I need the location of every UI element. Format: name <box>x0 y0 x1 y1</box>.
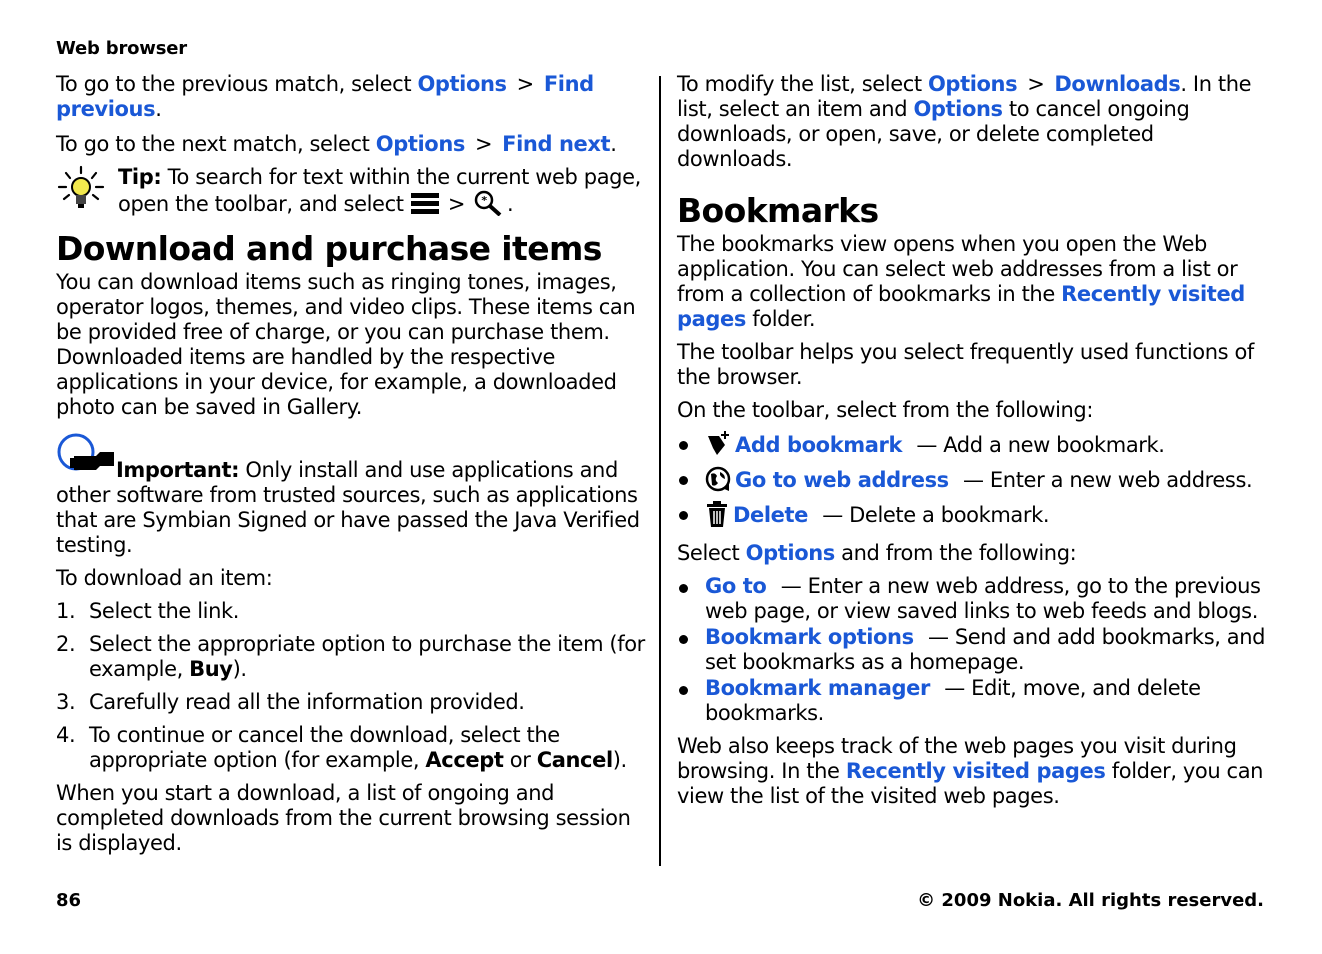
important-label: Important: <box>116 458 240 482</box>
find-icon <box>473 190 503 222</box>
copyright: © 2009 Nokia. All rights reserved. <box>917 890 1264 911</box>
left-column <box>56 72 646 864</box>
modify-list-paragraph: To modify the list, select Options > Downloads. In the list, select an item and Options to cancel ongoing downloads, or open, save, or delete completed downloads. <box>677 72 1252 171</box>
delete-link[interactable]: Delete <box>733 503 808 527</box>
bookmark-options-link[interactable]: Bookmark options <box>705 625 914 649</box>
to-download-text: To download an item: <box>56 566 273 590</box>
svg-text:*: * <box>481 194 487 207</box>
find-next-link[interactable]: Find next <box>502 132 611 156</box>
bookmarks-closing: Web also keeps track of the web pages you visit during browsing. In the Recently visited pages folder, you can view the list of the visited web pages. <box>677 734 1264 808</box>
bookmark-manager-link[interactable]: Bookmark manager <box>705 676 930 700</box>
list-item: Add bookmark — Add a new bookmark. <box>677 431 1269 463</box>
globe-icon <box>705 466 731 498</box>
lightbulb-icon <box>56 165 106 217</box>
important-note: Important: Only install and use applications and other software from trusted sources, such as applications that are Symbian Signed or have passed the Java Verified testing. <box>56 432 646 558</box>
list-item: 3. Carefully read all the information provided. <box>56 690 525 714</box>
toolbar-paragraph: The toolbar helps you select frequently used functions of the browser. <box>677 340 1254 389</box>
bookmarks-heading: Bookmarks <box>677 191 879 230</box>
page-number: 86 <box>56 890 82 911</box>
bookmarks-intro: The bookmarks view opens when you open the Web application. You can select web addresses from a list or from a collection of bookmarks in the Recently visited pages folder. <box>677 232 1245 331</box>
section-header: Web browser <box>56 38 187 59</box>
select-options-text: Select Options and from the following: <box>677 541 1077 565</box>
options-link[interactable]: Options <box>745 541 835 565</box>
go-to-link[interactable]: Go to <box>705 574 767 598</box>
download-heading: Download and purchase items <box>56 229 602 268</box>
options-link[interactable]: Options <box>913 97 1003 121</box>
tip-label: Tip: <box>118 165 162 189</box>
go-to-web-address-link[interactable]: Go to web address <box>735 468 949 492</box>
options-link[interactable]: Options <box>375 132 465 156</box>
tip-note: Tip: To search for text within the current web page, open the toolbar, and select > * . <box>56 165 646 222</box>
list-item: 4. To continue or cancel the download, select the appropriate option (for example, Accept or Cancel). <box>56 723 627 772</box>
options-link[interactable]: Options <box>927 72 1018 96</box>
list-item: 1. Select the link. <box>56 599 240 623</box>
list-item: Bookmark manager — Edit, move, and delete bookmarks. <box>677 676 1269 726</box>
column-divider <box>659 76 661 866</box>
recently-visited-link[interactable]: Recently visited pages <box>845 759 1106 783</box>
find-previous-link[interactable]: Find previous <box>56 72 594 121</box>
trash-icon <box>705 501 729 533</box>
list-item: Go to web address — Enter a new web address. <box>677 466 1269 498</box>
list-item: Bookmark options — Send and add bookmarks, and set bookmarks as a homepage. <box>677 625 1269 675</box>
find-next-paragraph: To go to the next match, select Options > Find next. <box>56 132 617 156</box>
add-bookmark-icon <box>705 431 731 463</box>
options-link[interactable]: Options <box>417 72 507 96</box>
options-list <box>677 574 1269 726</box>
find-previous-paragraph: To go to the previous match, select Options > Find previous. <box>56 72 594 121</box>
add-bookmark-link[interactable]: Add bookmark <box>735 433 903 457</box>
recently-visited-link[interactable]: Recently visited pages <box>677 282 1245 331</box>
download-closing: When you start a download, a list of ongoing and completed downloads from the current browsing session is displayed. <box>56 781 631 855</box>
list-item: Go to — Enter a new web address, go to the previous web page, or view saved links to web feeds and blogs. <box>677 574 1269 624</box>
downloads-link[interactable]: Downloads <box>1054 72 1181 96</box>
download-steps <box>56 599 646 773</box>
toolbar-select-text: On the toolbar, select from the following: <box>677 398 1094 422</box>
list-item: Delete — Delete a bookmark. <box>677 501 1269 533</box>
list-item: 2. Select the appropriate option to purchase the item (for example, Buy). <box>56 632 645 681</box>
menu-icon <box>410 190 440 222</box>
download-intro: You can download items such as ringing tones, images, operator logos, themes, and video clips. These items can be provided free of charge, or you can purchase them. Downloaded items are handled by the respective applications in your device, for example, a downloaded photo can be saved in Gallery. <box>56 270 636 419</box>
right-column <box>677 72 1269 817</box>
toolbar-list <box>677 431 1269 533</box>
